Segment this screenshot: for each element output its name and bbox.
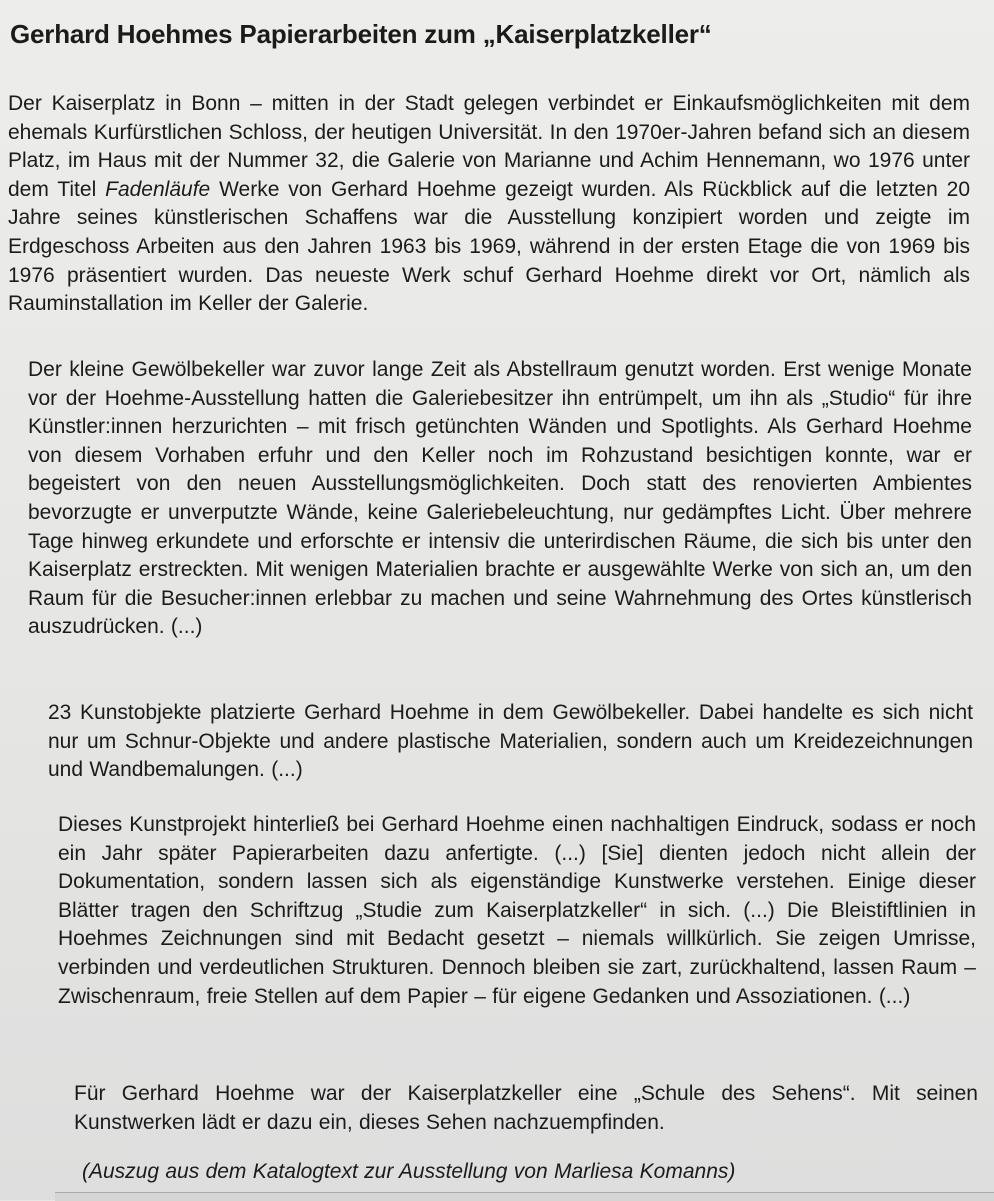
exhibition-title-italic: Fadenläufe: [105, 177, 211, 201]
paragraph-intro-text-end: Werke von Gerhard Hoehme gezeigt wurden. Als Rückblick auf die letzten 20 Jahre seines künstlerischen Schaffens war die Ausstellung konzipiert worden und zeigte im Erdgeschoss Arbeiten aus den Jahren 1963 bis 1969, während in der ersten Etage die von 1969 bis 1976 präsentiert wurden. Das neueste Werk schuf Gerhard Hoehme direkt vor Ort, nämlich als Rauminstallation im Keller der Galerie.: [8, 177, 970, 316]
paragraph-paper-works: Dieses Kunstprojekt hinterließ bei Gerhard Hoehme einen nachhaltigen Eindruck, sodass er noch ein Jahr später Papierarbeiten dazu anfertigte. (...) [Sie] dienten jedoch nicht allein der Dokumentation, sondern lassen sich als eigenständige Kunstwerke verstehen. Einige dieser Blätter tragen den Schriftzug „Studie zum Kaiserplatzkeller“ in sich. (...) Die Bleistiftlinien in Hoehmes Zeichnungen sind mit Bedacht gesetzt – niemals willkürlich. Sie zeigen Umrisse, verbinden und verdeutlichen Strukturen. Dennoch bleiben sie zart, zurückhaltend, lassen Raum – Zwischenraum, freie Stellen auf dem Papier – für eigene Gedanken und Assoziationen. (...): [58, 813, 976, 1008]
panel-title: Gerhard Hoehmes Papierarbeiten zum „Kaiserplatzkeller“: [10, 19, 712, 49]
source-note: (Auszug aus dem Katalogtext zur Ausstellung von Marliesa Komanns): [82, 1160, 736, 1183]
paragraph-conclusion: Für Gerhard Hoehme war der Kaiserplatzkeller eine „Schule des Sehens“. Mit seinen Kunstwerken lädt er dazu ein, dieses Sehen nachzuempfinden.: [74, 1082, 978, 1134]
paragraph-objects: 23 Kunstobjekte platzierte Gerhard Hoehme in dem Gewölbekeller. Dabei handelte es sich nicht nur um Schnur-Objekte und andere plastische Materialien, sondern auch um Kreidezeichnungen und Wandbemalungen. (...): [48, 701, 973, 782]
paragraph-cellar: Der kleine Gewölbekeller war zuvor lange Zeit als Abstellraum genutzt worden. Erst wenige Monate vor der Hoehme-Ausstellung hatten die Galeriebesitzer ihn entrümpelt, um ihn als „Studio“ für ihre Künstler:innen herzurichten – mit frisch getünchten Wänden und Spotlights. Als Gerhard Hoehme von diesem Vorhaben erfuhr und den Keller noch im Rohzustand besichtigen konnte, war er begeistert von den neuen Ausstellungsmöglichkeiten. Doch statt des renovierten Ambientes bevorzugte er unverputzte Wände, keine Galeriebeleuchtung, nur gedämpftes Licht. Über mehrere Tage hinweg erkundete und erforschte er intensiv die unterirdischen Räume, die sich bis unter den Kaiserplatz erstreckten. Mit wenigen Materialien brachte er ausgewählte Werke von sich an, um den Raum für die Besucher:innen erlebbar zu machen und seine Wahrnehmung des Ortes künstlerisch auszudrücken. (...): [28, 358, 972, 639]
paragraph-intro-text-start: Der Kaiserplatz in Bonn – mitten in der Stadt gelegen verbindet er Einkaufsmöglichkeiten mit dem ehemals Kurfürstlichen Schloss, der heutigen Universität. In den 1970er-Jahren befand sich an diesem Platz, im Haus mit der Nummer 32, die Galerie von Marianne und Achim Hennemann, wo 1976 unter dem Titel: [8, 92, 970, 201]
paragraph-intro: [8, 90, 970, 319]
